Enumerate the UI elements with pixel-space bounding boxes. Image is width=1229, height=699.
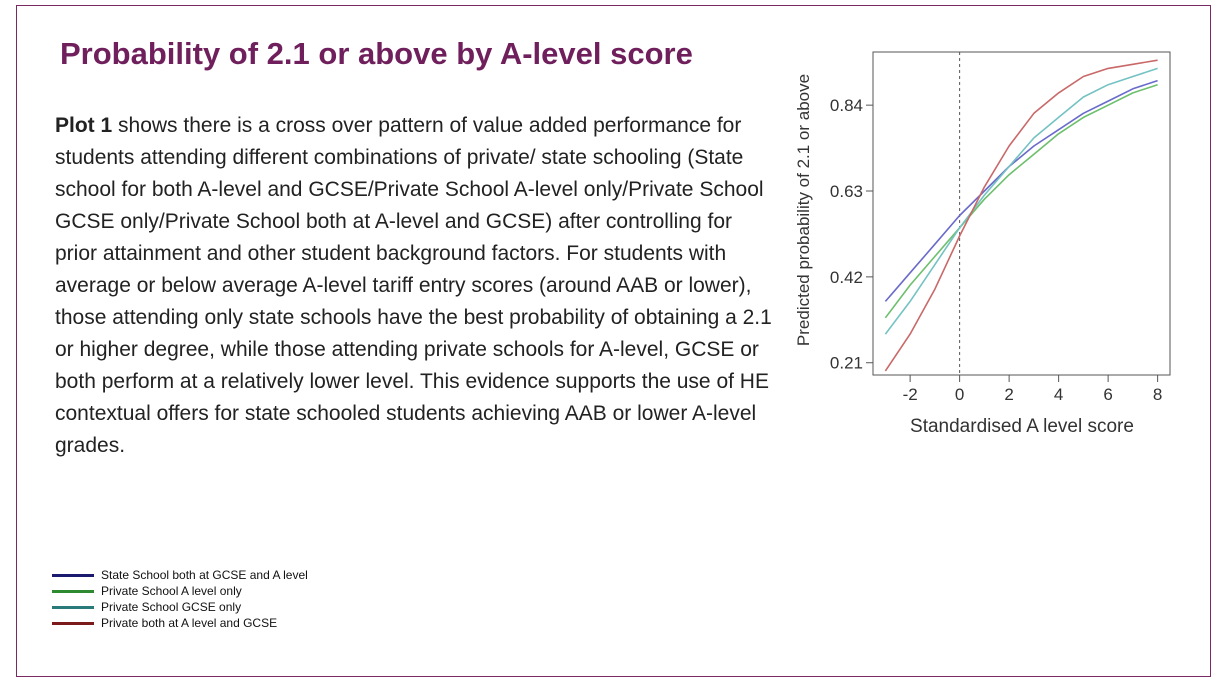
series-line-2	[885, 68, 1157, 334]
legend-swatch	[52, 590, 94, 593]
legend-label: Private School A level only	[101, 584, 242, 598]
probability-chart	[786, 40, 1186, 440]
series-line-0	[885, 81, 1157, 302]
y-tick-label: 0.42	[829, 267, 863, 287]
legend-label: Private School GCSE only	[101, 600, 242, 614]
chart-series	[885, 60, 1157, 371]
x-axis-label: Standardised A level score	[910, 416, 1134, 437]
y-tick-label: 0.84	[829, 96, 863, 116]
legend-swatch	[52, 574, 94, 577]
legend	[52, 567, 308, 631]
legend-label: State School both at GCSE and A level	[101, 568, 308, 582]
x-tick-label: 2	[1004, 385, 1014, 404]
y-tick-label: 0.21	[829, 353, 863, 373]
series-line-1	[885, 85, 1157, 318]
plot-box	[873, 52, 1170, 375]
x-tick-label: 6	[1103, 385, 1113, 404]
legend-item-private-both	[52, 615, 308, 631]
chart-axes	[830, 52, 1170, 404]
x-tick-label: -2	[902, 385, 918, 404]
legend-item-private-gcse	[52, 599, 308, 615]
body-text: shows there is a cross over pattern of value added performance for students attending different combinations of private/ state schooling (State school for both A-level and GCSE/Private School A-level only/Private School GCSE only/Private School both at A-level and GCSE) after controlling for prior attainment and other student background factors. For students with average or below average A-level tariff entry scores (around AAB or lower), those attending only state schools have the best probability of obtaining a 2.1 or higher degree, while those attending private schools for A-level, GCSE or both perform at a relatively lower level. This evidence supports the use of HE contextual offers for state schooled students achieving AAB or lower A-level grades.	[55, 114, 772, 457]
body-paragraph	[55, 110, 775, 462]
legend-swatch	[52, 606, 94, 609]
x-tick-label: 0	[954, 385, 965, 404]
x-tick-label: 4	[1053, 385, 1064, 404]
legend-item-state-both	[52, 567, 308, 583]
y-tick-label: 0.63	[829, 182, 863, 202]
body-lead: Plot 1	[55, 114, 113, 137]
legend-item-private-a-level	[52, 583, 308, 599]
x-tick-label: 8	[1152, 385, 1163, 404]
legend-label: Private both at A level and GCSE	[101, 616, 278, 630]
y-axis-label: Predicted probability of 2.1 or above	[794, 73, 813, 347]
legend-swatch	[52, 622, 94, 625]
series-line-3	[885, 60, 1157, 371]
slide-title: Probability of 2.1 or above by A-level score	[60, 36, 693, 71]
